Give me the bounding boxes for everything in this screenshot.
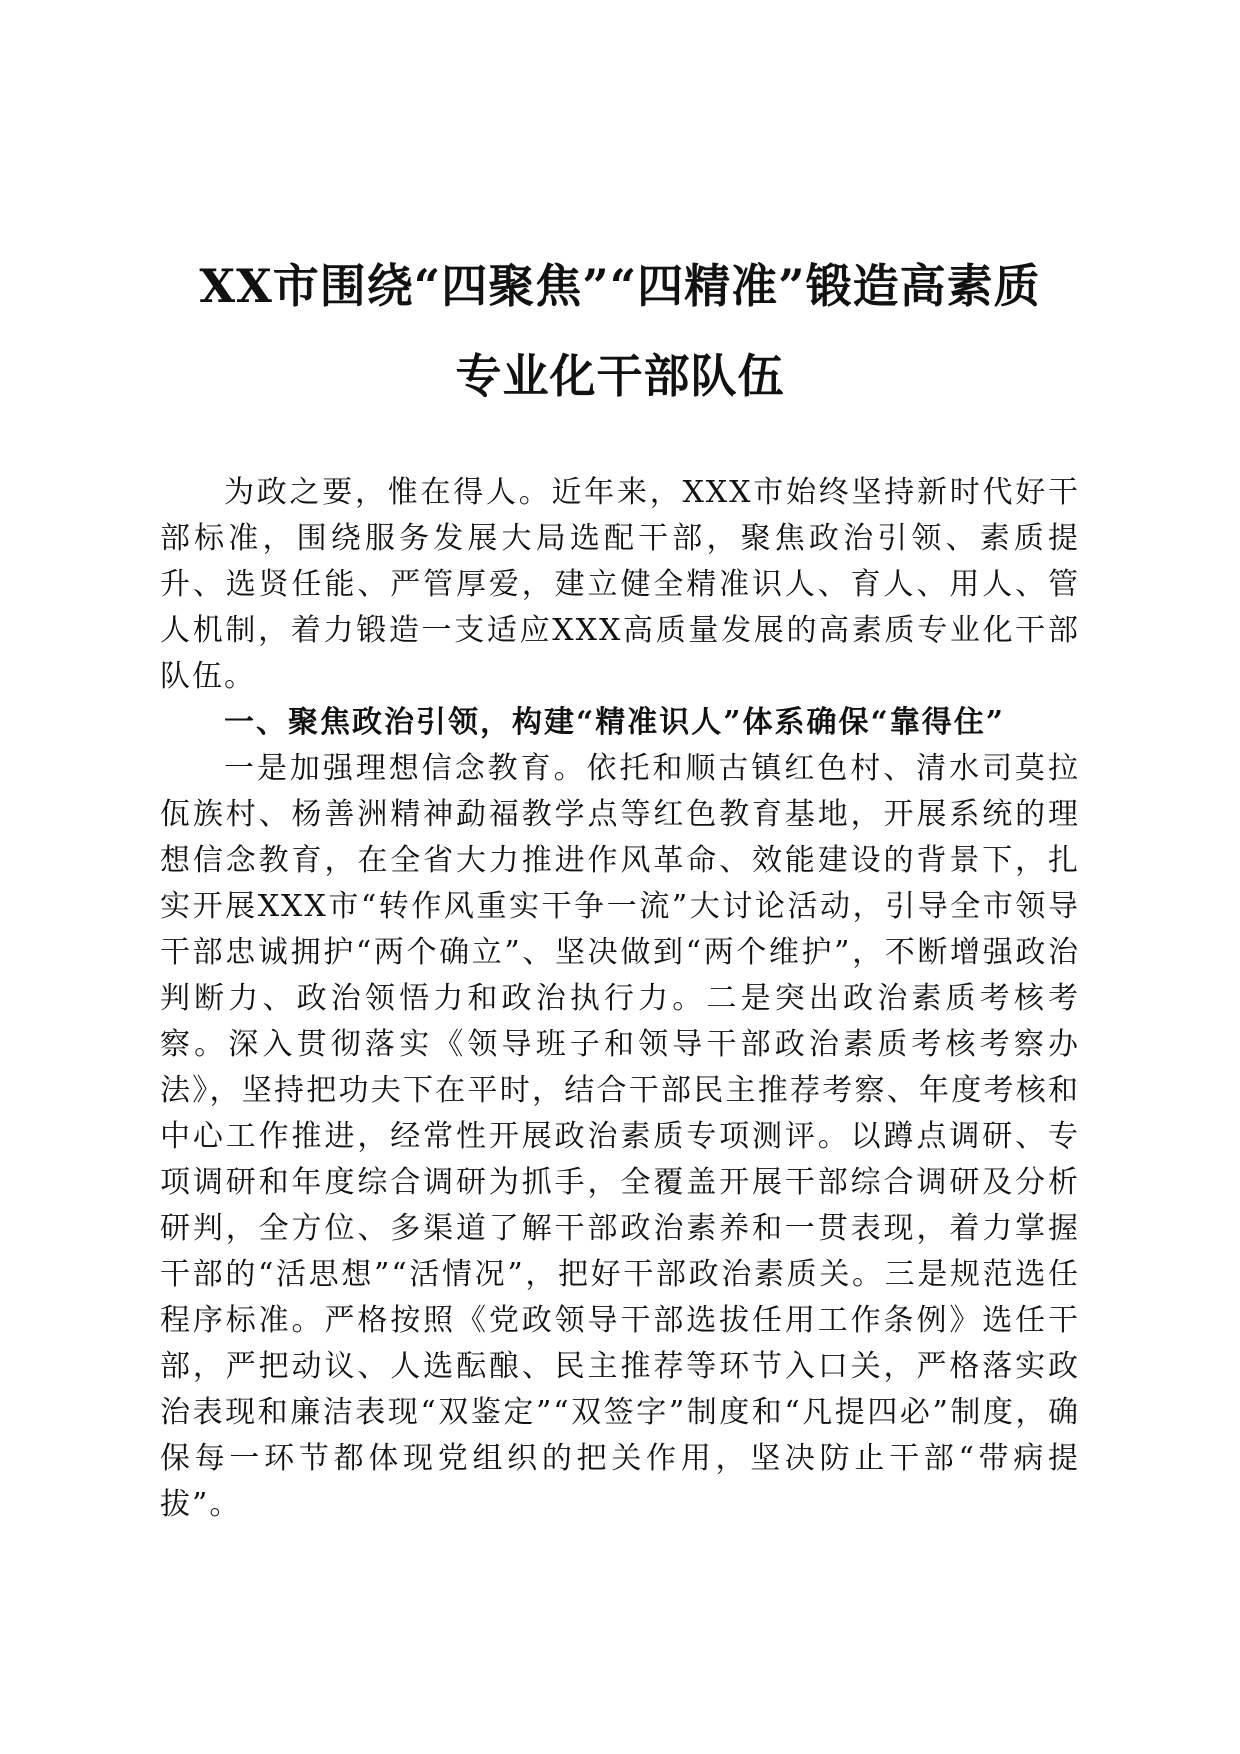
document-body — [160, 470, 1080, 1528]
document-title-line2: 专业化干部队伍 — [455, 349, 785, 403]
section-paragraph: 一是加强理想信念教育。依托和顺古镇红色村、清水司莫拉佤族村、杨善洲精神勐福教学点等红色教育基地，开展系统的理想信念教育，在全省大力推进作风革命、效能建设的背景下，扎实开展XXX市“转作风重实干争一流”大讨论活动，引导全市领导干部忠诚拥护“两个确立”、坚决做到“两个维护”，不断增强政治判断力、政治领悟力和政治执行力。二是突出政治素质考核考察。深入贯彻落实《领导班子和领导干部政治素质考核考察办法》，坚持把功夫下在平时，结合干部民主推荐考察、年度考核和中心工作推进，经常性开展政治素质专项测评。以蹲点调研、专项调研和年度综合调研为抓手，全覆盖开展干部综合调研及分析研判，全方位、多渠道了解干部政治素养和一贯表现，着力掌握干部的“活思想”“活情况”，把好干部政治素质关。三是规范选任程序标准。严格按照《党政领导干部选拔任用工作条例》选任干部，严把动议、人选酝酿、民主推荐等环节入口关，严格落实政治表现和廉洁表现“双鉴定”“双签字”制度和“凡提四必”制度，确保每一环节都体现党组织的把关作用，坚决防止干部“带病提拔”。 — [160, 751, 1080, 1522]
document-title-line1: XX市围绕“四聚焦”“四精准”锻造高素质 — [199, 259, 1041, 313]
section-heading: 一、聚焦政治引领，构建“精准识人”体系确保“靠得住” — [224, 705, 1006, 740]
intro-paragraph: 为政之要，惟在得人。近年来，XXX市始终坚持新时代好干部标准，围绕服务发展大局选配干部，聚焦政治引领、素质提升、选贤任能、严管厚爱，建立健全精准识人、育人、用人、管人机制，着力锻造一支适应XXX高质量发展的高素质专业化干部队伍。 — [160, 475, 1080, 694]
